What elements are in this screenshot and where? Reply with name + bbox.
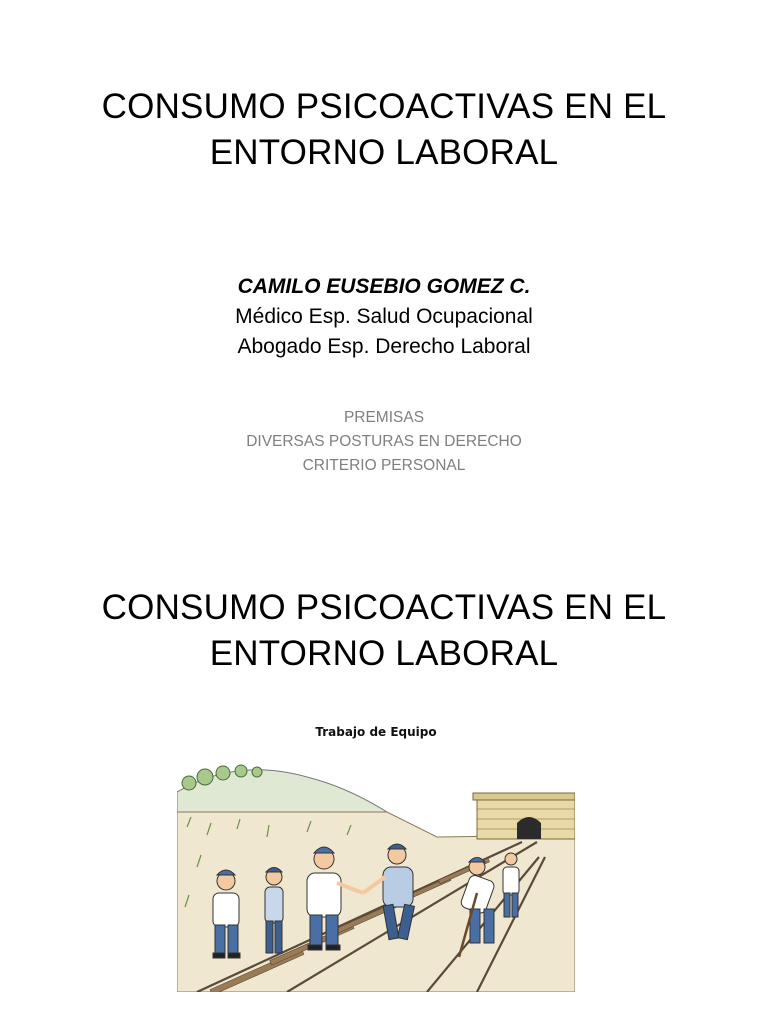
author-block xyxy=(0,272,768,362)
second-slide-title xyxy=(0,585,768,677)
title-line-2: ENTORNO LABORAL xyxy=(209,133,559,172)
cartoon-drawing xyxy=(177,717,575,992)
title-line-1: CONSUMO PSICOACTIVAS EN EL xyxy=(101,87,667,126)
second-title-line-2: ENTORNO LABORAL xyxy=(209,634,559,673)
second-title-line-1: CONSUMO PSICOACTIVAS EN EL xyxy=(101,588,667,627)
author-role-legal: Abogado Esp. Derecho Laboral xyxy=(237,335,531,358)
premisas-line-2: DIVERSAS POSTURAS EN DERECHO xyxy=(246,433,522,450)
premisas-block xyxy=(0,406,768,478)
page-title xyxy=(0,84,768,176)
cartoon-caption: Trabajo de Equipo xyxy=(315,725,437,739)
premisas-line-3: CRITERIO PERSONAL xyxy=(302,457,466,474)
teamwork-cartoon-image xyxy=(177,717,575,992)
author-role-medical: Médico Esp. Salud Ocupacional xyxy=(235,305,533,328)
premisas-line-1: PREMISAS xyxy=(343,409,425,426)
author-name: CAMILO EUSEBIO GOMEZ C. xyxy=(237,275,531,298)
